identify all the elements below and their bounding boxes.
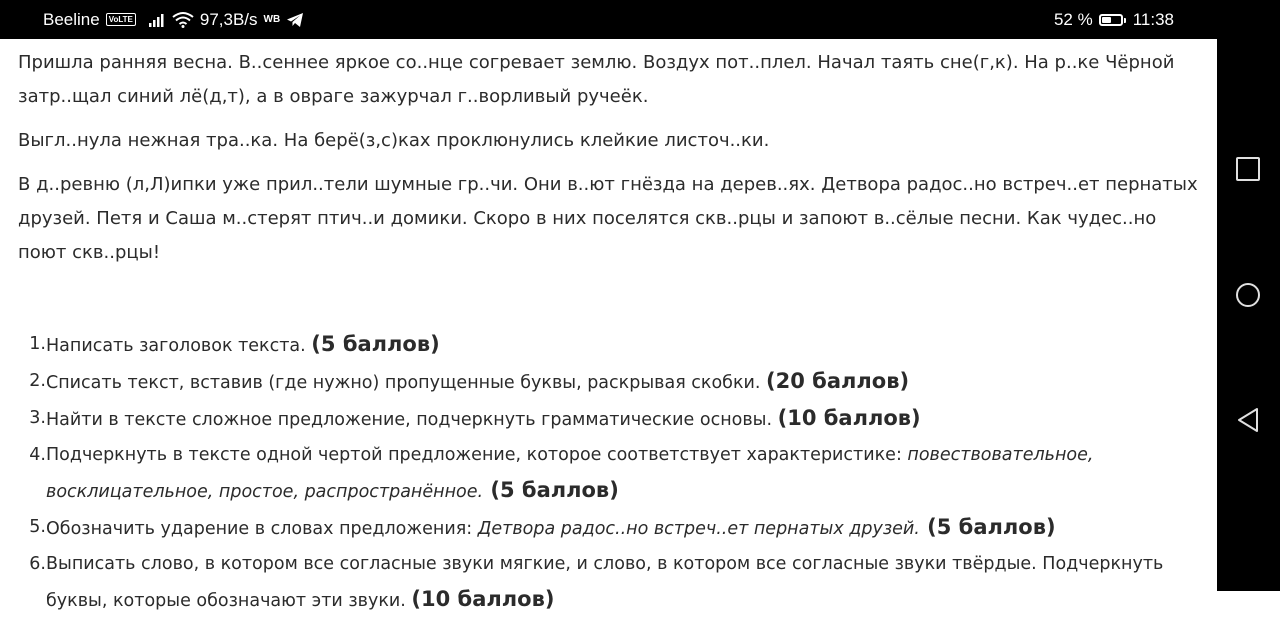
task-points: (5 баллов) bbox=[311, 332, 440, 356]
task-body bbox=[46, 438, 1210, 510]
task-number: 5. bbox=[29, 517, 46, 537]
task-number: 4. bbox=[29, 445, 46, 465]
navigation-bar bbox=[1217, 0, 1280, 591]
task-item bbox=[18, 401, 1210, 438]
circle-icon[interactable] bbox=[1235, 282, 1261, 308]
task-text: Написать заголовок текста. bbox=[46, 336, 312, 356]
task-text: Подчеркнуть в тексте одной чертой предложение, которое соответствует характеристике: bbox=[46, 445, 908, 465]
battery-icon bbox=[1099, 14, 1123, 26]
battery-percent: 52 % bbox=[1053, 9, 1093, 29]
telegram-icon bbox=[286, 12, 304, 28]
task-number: 2. bbox=[29, 371, 46, 391]
task-body bbox=[46, 401, 1210, 438]
task-text: Выписать слово, в котором все согласные звуки мягкие, и слово, в котором все согласные звуки твёрдые. Подчеркнуть буквы, которые обозначают эти звуки. bbox=[46, 554, 1164, 611]
text-paragraph-1: Пришла ранняя весна. В..сеннее яркое со..нце согревает землю. Воздух пот..плел. Начал таять сне(г,к). На р..ке Чёрной затр..щал синий лё(д,т), а в овраге зажурчал г..ворливый ручеёк. bbox=[18, 52, 1175, 107]
task-text: Списать текст, вставив (где нужно) пропущенные буквы, раскрывая скобки. bbox=[46, 373, 767, 393]
task-item bbox=[18, 547, 1210, 619]
document-content bbox=[18, 46, 1210, 619]
task-item bbox=[18, 327, 1210, 364]
text-paragraph-2: Выгл..нула нежная тра..ка. На берё(з,с)ках проклюнулись клейкие листоч..ки. bbox=[18, 130, 770, 151]
task-item bbox=[18, 438, 1210, 510]
task-number: 3. bbox=[29, 408, 46, 428]
task-list bbox=[18, 327, 1210, 619]
task-points: (5 баллов) bbox=[919, 515, 1056, 539]
wifi-icon bbox=[172, 12, 194, 28]
task-points: (10 баллов) bbox=[777, 406, 921, 430]
status-right bbox=[1054, 0, 1174, 39]
task-text: Найти в тексте сложное предложение, подчеркнуть грамматические основы. bbox=[46, 410, 778, 430]
text-paragraph-3: В д..ревню (л,Л)ипки уже прил..тели шумные гр..чи. Они в..ют гнёзда на дерев..ях. Детвора радос..но встреч..ет пернатых друзей. Петя и Саша м..стерят птич..и домики. Скоро в них поселятся скв..рцы и запоют в..сёлые песни. Как чудес..но поют скв..рцы! bbox=[18, 174, 1198, 263]
clock: 11:38 bbox=[1132, 9, 1174, 29]
carrier-name: Beeline bbox=[43, 9, 100, 29]
task-text: Обозначить ударение в словах предложения: bbox=[46, 519, 478, 539]
task-number: 1. bbox=[29, 334, 46, 354]
wb-label: WB bbox=[263, 14, 281, 25]
task-italic: Детвора радос..но встреч..ет пернатых друзей. bbox=[477, 519, 920, 539]
task-points: (5 баллов) bbox=[483, 478, 619, 502]
task-item bbox=[18, 364, 1210, 401]
task-item bbox=[18, 510, 1210, 547]
battery-fill bbox=[1102, 17, 1111, 23]
volte-badge: VoLTE bbox=[106, 13, 136, 26]
network-speed: 97,3B/s bbox=[199, 9, 258, 29]
triangle-icon[interactable] bbox=[1235, 407, 1261, 433]
task-points: (10 баллов) bbox=[411, 587, 555, 611]
task-number: 6. bbox=[29, 554, 46, 574]
task-points: (20 баллов) bbox=[766, 369, 910, 393]
task-body bbox=[46, 547, 1210, 619]
task-body bbox=[46, 364, 1210, 401]
status-left bbox=[43, 0, 304, 39]
signal-icon bbox=[148, 13, 166, 27]
task-italic: повествовательное, восклицательное, простое, распространённое. bbox=[46, 445, 1094, 502]
square-icon[interactable] bbox=[1235, 156, 1261, 182]
task-body bbox=[46, 327, 1210, 364]
status-bar bbox=[0, 0, 1217, 39]
task-body bbox=[46, 510, 1210, 547]
